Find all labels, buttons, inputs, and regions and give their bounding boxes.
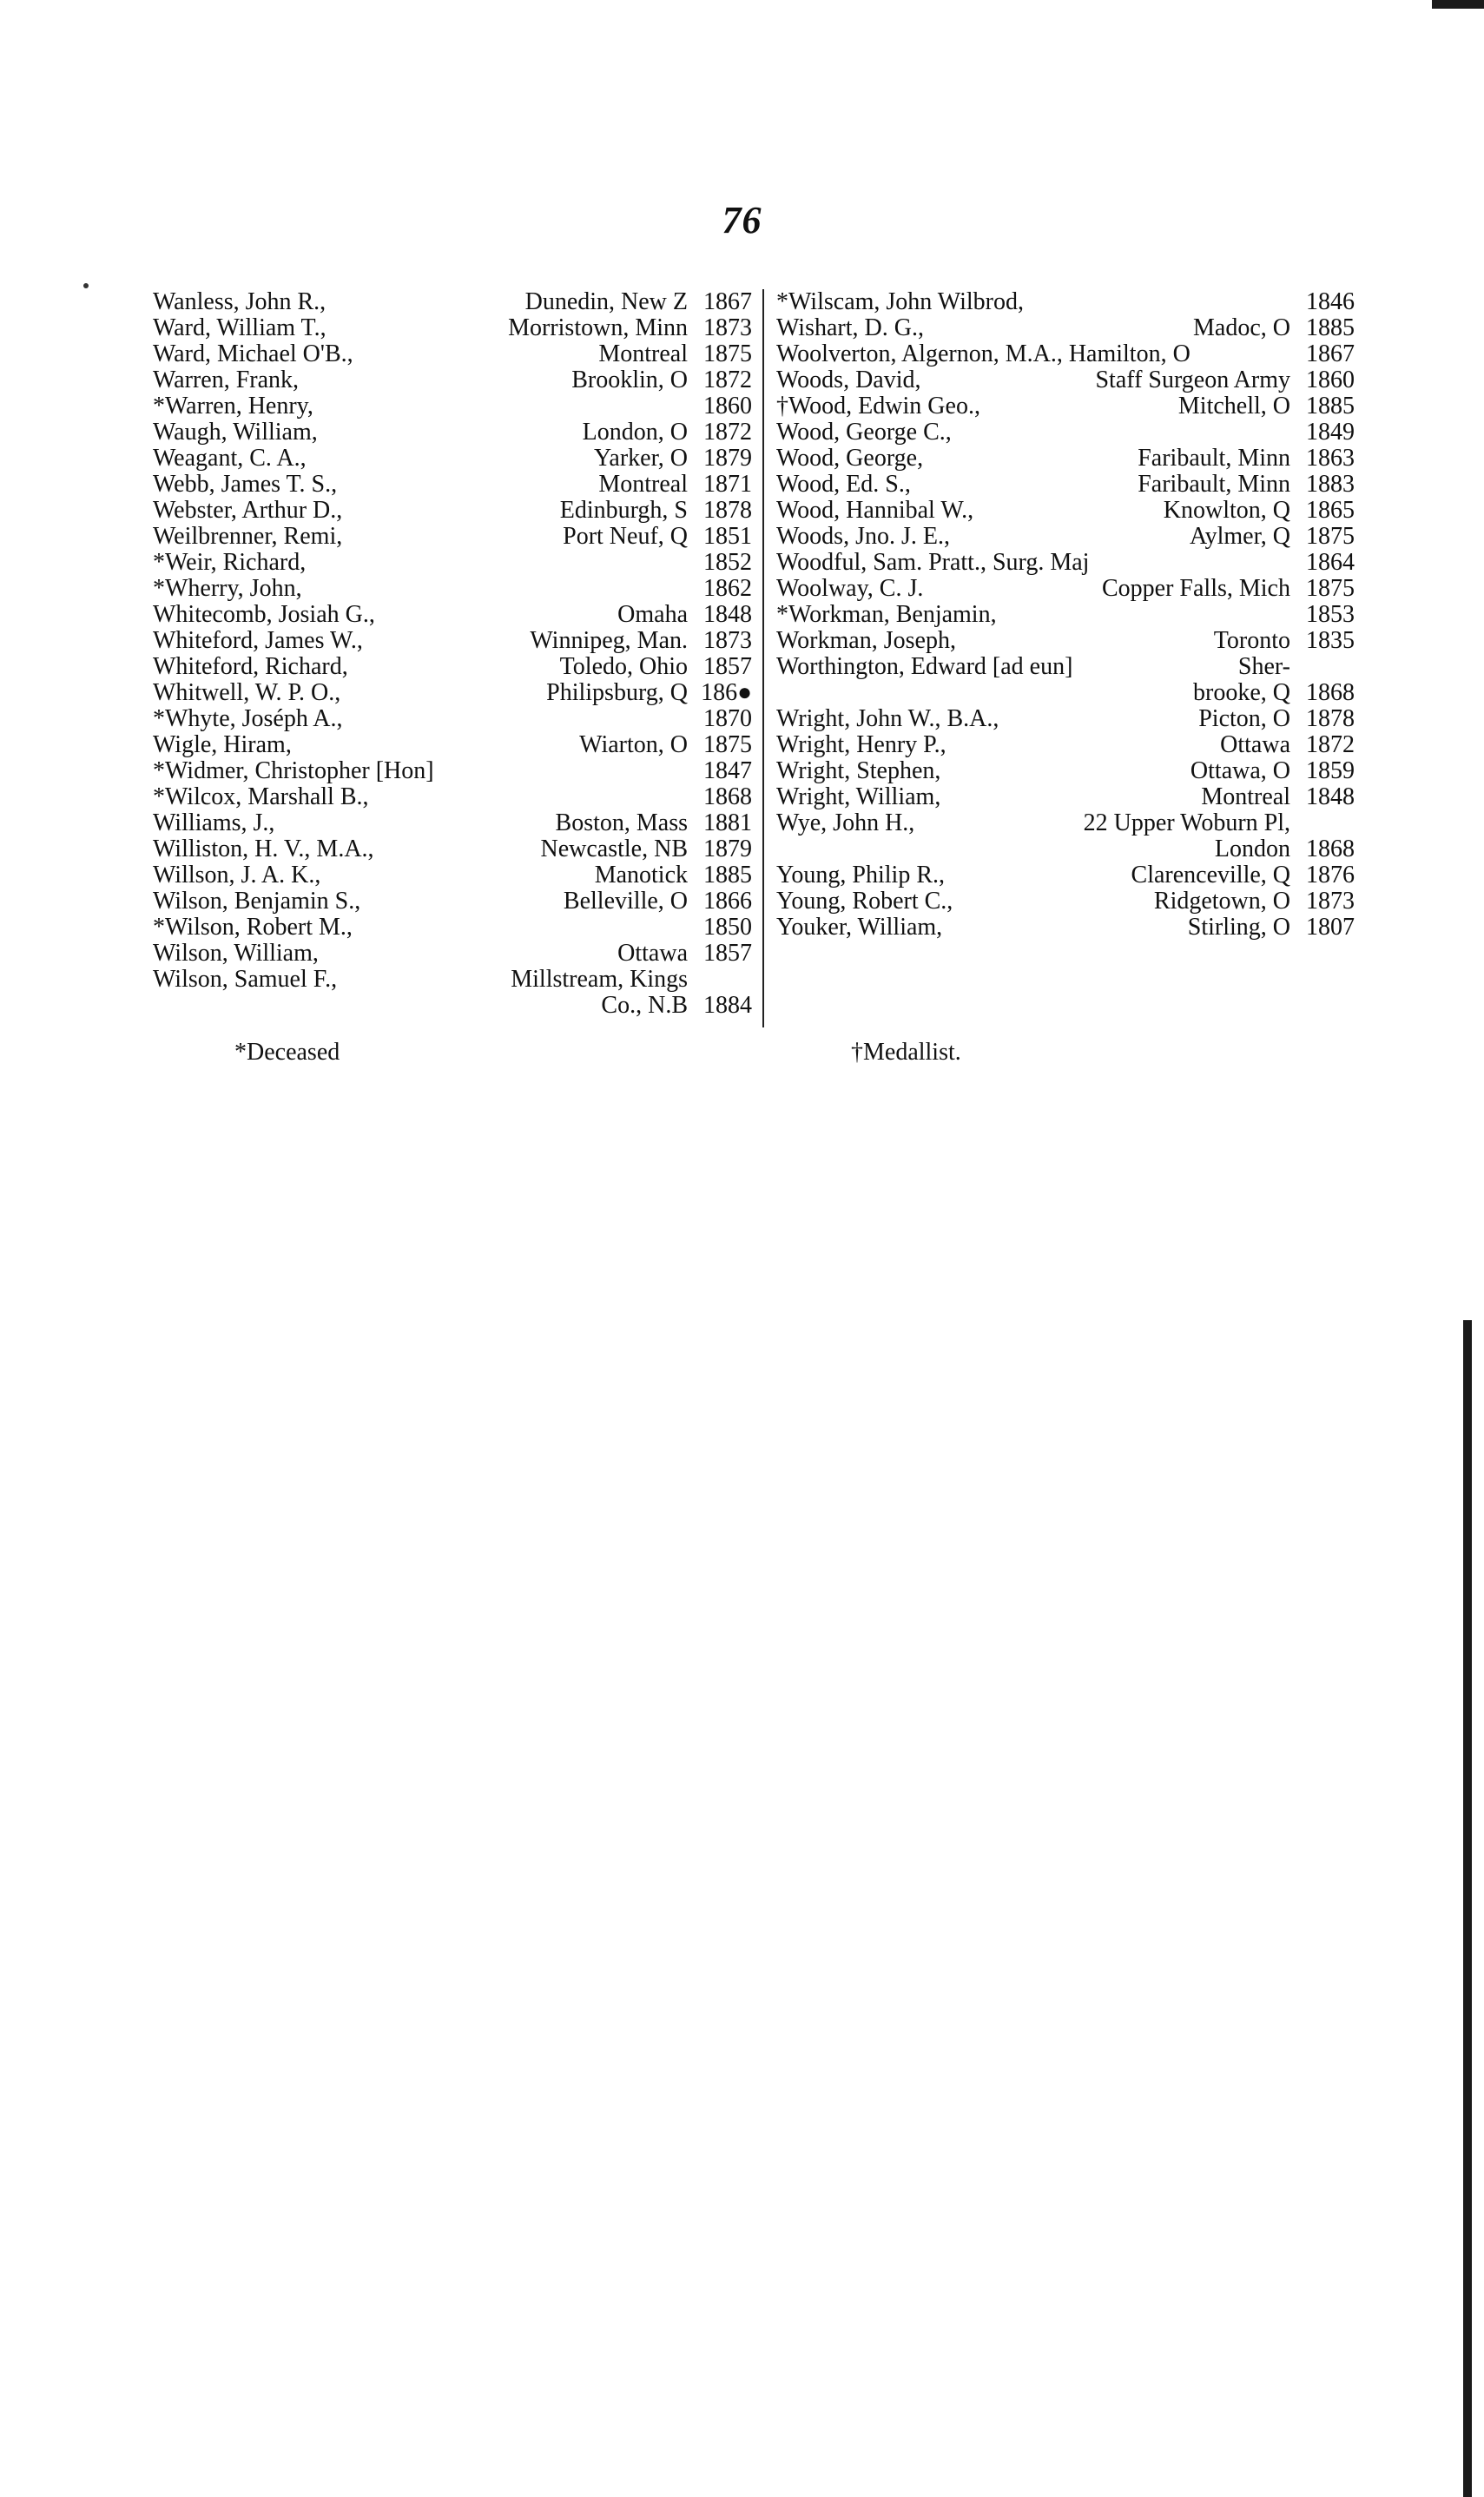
entry-place: Ottawa xyxy=(617,940,688,967)
entry-year: 1875 xyxy=(1306,575,1355,602)
directory-entry xyxy=(153,446,752,472)
entry-year: 1866 xyxy=(703,888,752,915)
entry-name: Weilbrenner, Remi, xyxy=(153,523,343,550)
entry-name: Wright, John W., B.A., xyxy=(776,705,999,732)
scan-speck xyxy=(83,283,89,288)
entry-name: Wanless, John R., xyxy=(153,288,326,315)
entry-place: Faribault, Minn xyxy=(1138,445,1290,472)
directory-entry xyxy=(776,680,1355,706)
directory-entry xyxy=(776,758,1355,784)
entry-year: 1857 xyxy=(703,940,752,967)
entry-year: 1879 xyxy=(703,445,752,472)
entry-name: *Workman, Benjamin, xyxy=(776,601,997,628)
entry-year: 1857 xyxy=(703,653,752,680)
entry-place: Port Neuf, Q xyxy=(563,523,688,550)
entry-name: Wright, Stephen, xyxy=(776,757,941,784)
directory-entry xyxy=(776,524,1355,550)
entry-year: 1848 xyxy=(1306,783,1355,810)
directory-entry xyxy=(776,915,1355,941)
entry-year: 1885 xyxy=(1306,314,1355,341)
entry-place: Toronto xyxy=(1213,627,1290,654)
entry-name: Ward, Michael O'B., xyxy=(153,340,353,367)
entry-name: *Warren, Henry, xyxy=(153,393,313,419)
directory-entry xyxy=(776,315,1355,341)
entry-name: Williams, J., xyxy=(153,809,275,836)
directory-entry xyxy=(153,472,752,498)
directory-entry xyxy=(776,498,1355,524)
entry-year: 1871 xyxy=(703,471,752,498)
entry-year: 1859 xyxy=(1306,757,1355,784)
binding-edge xyxy=(1463,1320,1472,2497)
entry-place: Toledo, Ohio xyxy=(559,653,688,680)
entry-place: brooke, Q xyxy=(1193,679,1290,706)
right-column xyxy=(776,289,1355,941)
entry-year: 1875 xyxy=(703,731,752,758)
directory-entry xyxy=(153,915,752,941)
entry-place: Picton, O xyxy=(1198,705,1290,732)
entry-place: Omaha xyxy=(617,601,688,628)
entry-place: Morristown, Minn xyxy=(508,314,688,341)
entry-year: 1872 xyxy=(1306,731,1355,758)
entry-place: Ottawa xyxy=(1220,731,1290,758)
entry-name: Weagant, C. A., xyxy=(153,445,307,472)
directory-entry xyxy=(153,941,752,967)
entry-place: Boston, Mass xyxy=(555,809,688,836)
entry-year: 1873 xyxy=(703,314,752,341)
entry-place: Philipsburg, Q xyxy=(546,679,688,706)
entry-name: Webb, James T. S., xyxy=(153,471,338,498)
entry-year: 1860 xyxy=(703,393,752,419)
entry-year: 1875 xyxy=(703,340,752,367)
entry-name: Woods, David, xyxy=(776,367,921,393)
entry-year: 1868 xyxy=(703,783,752,810)
entry-place: Knowlton, Q xyxy=(1163,497,1290,524)
entry-place: Newcastle, NB xyxy=(540,836,688,862)
directory-entry xyxy=(153,706,752,732)
entry-name: Wigle, Hiram, xyxy=(153,731,292,758)
directory-entry xyxy=(153,419,752,446)
entry-name: Willson, J. A. K., xyxy=(153,862,321,888)
entry-name: *Wilscam, John Wilbrod, xyxy=(776,288,1024,315)
entry-year: 1865 xyxy=(1306,497,1355,524)
entry-place: Edinburgh, S xyxy=(559,497,688,524)
entry-name: Ward, William T., xyxy=(153,314,326,341)
entry-year: 1853 xyxy=(1306,601,1355,628)
entry-place: Ridgetown, O xyxy=(1153,888,1290,915)
entry-year: 1870 xyxy=(703,705,752,732)
directory-entry xyxy=(776,810,1355,836)
entry-place: Winnipeg, Man. xyxy=(530,627,688,654)
entry-place: Dunedin, New Z xyxy=(524,288,688,315)
directory-entry xyxy=(153,498,752,524)
directory-entry xyxy=(776,732,1355,758)
page-number: 76 xyxy=(722,199,762,241)
entry-name: Workman, Joseph, xyxy=(776,627,956,654)
entry-place: Mitchell, O xyxy=(1177,393,1290,419)
entry-name: Woolverton, Algernon, M.A., Hamilton, O xyxy=(776,340,1190,367)
directory-entry xyxy=(153,888,752,915)
entry-year: 1873 xyxy=(1306,888,1355,915)
entry-name: Wye, John H., xyxy=(776,809,915,836)
directory-entry xyxy=(153,810,752,836)
entry-name: Wood, George C., xyxy=(776,419,952,446)
entry-place: Wiarton, O xyxy=(579,731,688,758)
directory-entry xyxy=(153,628,752,654)
directory-entry xyxy=(153,524,752,550)
entry-year: 1875 xyxy=(1306,523,1355,550)
entry-place: Belleville, O xyxy=(563,888,688,915)
directory-entry xyxy=(776,393,1355,419)
directory-entry xyxy=(776,576,1355,602)
entry-name: Woods, Jno. J. E., xyxy=(776,523,950,550)
entry-name: *Wilson, Robert M., xyxy=(153,914,353,941)
entry-name: Young, Philip R., xyxy=(776,862,946,888)
entry-name: Youker, William, xyxy=(776,914,943,941)
entry-name: Young, Robert C., xyxy=(776,888,953,915)
directory-entry xyxy=(776,341,1355,367)
entry-place: 22 Upper Woburn Pl, xyxy=(1083,809,1290,836)
entry-year: 1847 xyxy=(703,757,752,784)
directory-entry xyxy=(153,836,752,862)
entry-name: *Widmer, Christopher [Hon] xyxy=(153,757,434,784)
entry-place: Clarenceville, Q xyxy=(1131,862,1290,888)
entry-name: Wood, Ed. S., xyxy=(776,471,911,498)
entry-year: 186● xyxy=(701,679,752,706)
entry-year: 1881 xyxy=(703,809,752,836)
entry-year: 1885 xyxy=(703,862,752,888)
entry-year: 1872 xyxy=(703,419,752,446)
entry-year: 1862 xyxy=(703,575,752,602)
entry-name: Warren, Frank, xyxy=(153,367,300,393)
entry-name: Wilson, Benjamin S., xyxy=(153,888,361,915)
directory-entry xyxy=(776,784,1355,810)
entry-place: London xyxy=(1214,836,1290,862)
directory-entry xyxy=(776,367,1355,393)
entry-place: Yarker, O xyxy=(593,445,688,472)
directory-entry xyxy=(153,576,752,602)
entry-name: Whiteford, James W., xyxy=(153,627,363,654)
directory-entry xyxy=(776,706,1355,732)
entry-place: Sher- xyxy=(1237,653,1290,680)
directory-entry xyxy=(153,393,752,419)
directory-entry xyxy=(776,472,1355,498)
entry-name: Woolway, C. J. xyxy=(776,575,924,602)
entry-year: 1860 xyxy=(1306,367,1355,393)
scan-edge-mark xyxy=(1432,0,1484,9)
entry-place: Montreal xyxy=(1201,783,1290,810)
entry-name: Woodful, Sam. Pratt., Surg. Maj xyxy=(776,549,1090,576)
directory-entry xyxy=(153,758,752,784)
entry-name: Williston, H. V., M.A., xyxy=(153,836,374,862)
entry-year: 1885 xyxy=(1306,393,1355,419)
directory-entry xyxy=(153,993,752,1019)
entry-year: 1879 xyxy=(703,836,752,862)
entry-name: Worthington, Edward [ad eun] xyxy=(776,653,1073,680)
entry-place: Copper Falls, Mich xyxy=(1102,575,1290,602)
directory-entry xyxy=(776,419,1355,446)
directory-entry xyxy=(776,888,1355,915)
entry-place: Aylmer, Q xyxy=(1189,523,1290,550)
footnote-medallist: †Medallist. xyxy=(851,1039,961,1066)
entry-name: Wilson, William, xyxy=(153,940,319,967)
entry-name: Wood, Hannibal W., xyxy=(776,497,974,524)
directory-entry xyxy=(776,602,1355,628)
entry-place: Madoc, O xyxy=(1193,314,1290,341)
entry-year: 1852 xyxy=(703,549,752,576)
entry-place: Co., N.B xyxy=(601,992,688,1019)
entry-year: 1876 xyxy=(1306,862,1355,888)
entry-place: Montreal xyxy=(598,471,688,498)
directory-entry xyxy=(153,315,752,341)
entry-name: †Wood, Edwin Geo., xyxy=(776,393,980,419)
entry-year: 1878 xyxy=(1306,705,1355,732)
entry-year: 1807 xyxy=(1306,914,1355,941)
directory-entry xyxy=(153,341,752,367)
directory-entry xyxy=(776,836,1355,862)
entry-place: Faribault, Minn xyxy=(1138,471,1290,498)
entry-name: Whitecomb, Josiah G., xyxy=(153,601,375,628)
entry-name: *Whyte, Joséph A., xyxy=(153,705,343,732)
entry-year: 1867 xyxy=(1306,340,1355,367)
entry-year: 1846 xyxy=(1306,288,1355,315)
entry-place: Staff Surgeon Army xyxy=(1095,367,1290,393)
entry-name: *Weir, Richard, xyxy=(153,549,307,576)
entry-year: 1873 xyxy=(703,627,752,654)
entry-place: London, O xyxy=(582,419,688,446)
directory-entry xyxy=(153,680,752,706)
entry-year: 1851 xyxy=(703,523,752,550)
entry-year: 1850 xyxy=(703,914,752,941)
entry-year: 1867 xyxy=(703,288,752,315)
entry-place: Brooklin, O xyxy=(571,367,688,393)
entry-year: 1878 xyxy=(703,497,752,524)
directory-entry xyxy=(776,654,1355,680)
directory-entry xyxy=(153,289,752,315)
entry-name: Whiteford, Richard, xyxy=(153,653,348,680)
directory-entry xyxy=(153,602,752,628)
entry-place: Manotick xyxy=(594,862,688,888)
directory-entry xyxy=(153,550,752,576)
directory-entry xyxy=(776,446,1355,472)
directory-entry xyxy=(153,367,752,393)
directory-entry xyxy=(153,732,752,758)
entry-name: Webster, Arthur D., xyxy=(153,497,343,524)
entry-year: 1835 xyxy=(1306,627,1355,654)
directory-entry xyxy=(153,784,752,810)
directory-entry xyxy=(776,628,1355,654)
entry-year: 1868 xyxy=(1306,679,1355,706)
entry-place: Millstream, Kings xyxy=(511,966,688,993)
entry-year: 1848 xyxy=(703,601,752,628)
entry-place: Montreal xyxy=(598,340,688,367)
entry-place: Stirling, O xyxy=(1187,914,1290,941)
entry-name: Wilson, Samuel F., xyxy=(153,966,338,993)
entry-year: 1863 xyxy=(1306,445,1355,472)
entry-name: Wood, George, xyxy=(776,445,924,472)
entry-year: 1883 xyxy=(1306,471,1355,498)
directory-entry xyxy=(776,289,1355,315)
entry-place: Ottawa, O xyxy=(1190,757,1290,784)
column-divider xyxy=(762,289,764,1027)
directory-entry xyxy=(776,550,1355,576)
entry-year: 1864 xyxy=(1306,549,1355,576)
directory-entry xyxy=(776,862,1355,888)
entry-year: 1884 xyxy=(703,992,752,1019)
entry-name: Whitwell, W. P. O., xyxy=(153,679,341,706)
entry-year: 1868 xyxy=(1306,836,1355,862)
entry-name: Waugh, William, xyxy=(153,419,318,446)
footnote-deceased: *Deceased xyxy=(234,1039,340,1066)
entry-year: 1872 xyxy=(703,367,752,393)
entry-name: *Wilcox, Marshall B., xyxy=(153,783,369,810)
left-column xyxy=(153,289,752,1019)
entry-name: *Wherry, John, xyxy=(153,575,302,602)
directory-entry xyxy=(153,967,752,993)
entry-name: Wright, William, xyxy=(776,783,941,810)
directory-entry xyxy=(153,654,752,680)
entry-year: 1849 xyxy=(1306,419,1355,446)
directory-entry xyxy=(153,862,752,888)
entry-name: Wishart, D. G., xyxy=(776,314,924,341)
entry-name: Wright, Henry P., xyxy=(776,731,946,758)
